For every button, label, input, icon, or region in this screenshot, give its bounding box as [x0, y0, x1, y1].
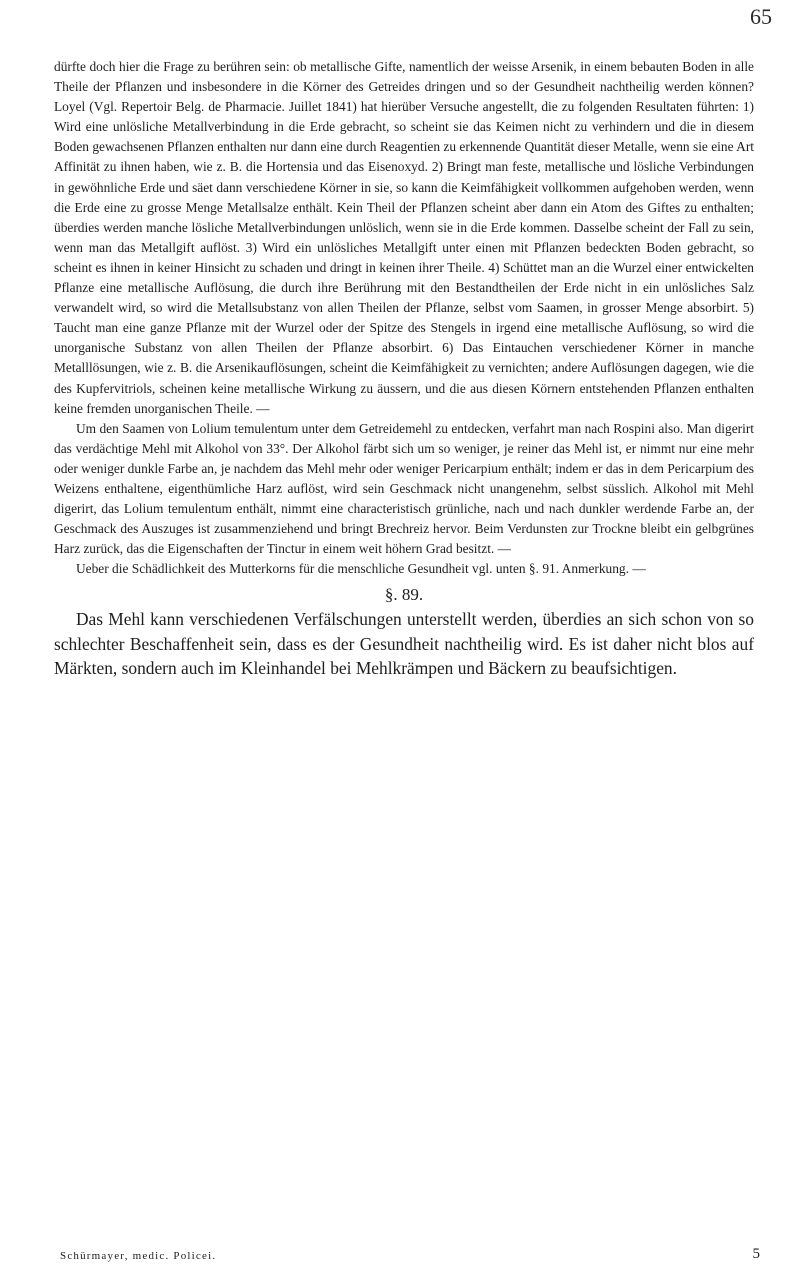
paragraph-flour-adulteration: Das Mehl kann verschiedenen Verfälschungen unterstellt werden, überdies an sich schon von so schlechter Beschaffenheit sein, dass es der Gesundheit nachtheilig wird. Es ist daher nicht blos auf Märkten, sondern auch im Kleinhandel bei Mehlkrämpen und Bäckern zu beaufsichtigen.: [54, 609, 754, 679]
small-text-block: [54, 57, 754, 579]
page-body: [54, 57, 754, 681]
paragraph-mutterkorn-reference: Ueber die Schädlichkeit des Mutterkorns für die menschliche Gesundheit vgl. unten §. 91. Anmerkung. —: [76, 561, 646, 577]
footer-signature-mark: 5: [752, 1246, 760, 1262]
paragraph-metallic-poisons: dürfte doch hier die Frage zu berühren sein: ob metallische Gifte, namentlich der weisse Arsenik, in einem bebauten Boden in alle Theile der Pflanzen und insbesondere in die Körner des Getreides dringen und so der Gesundheit nachtheilig werden können? Loyel (Vgl. Repertoir Belg. de Pharmacie. Juillet 1841) hat hierüber Versuche angestellt, die zu folgenden Resultaten führten: 1) Wird eine unlösliche Metallverbindung in die Erde gebracht, so scheint sie das Keimen nicht zu verhindern und die in diesem Boden gewachsenen Pflanzen enthalten nur dann eine durch Reagentien zu erkennende Quantität dieser Metalle, wenn sie eine Art Affinität zu ihnen haben, wie z. B. die Hortensia und das Eisenoxyd. 2) Bringt man feste, metallische und lösliche Verbindungen in gewöhnliche Erde und säet dann verschiedene Körner in sie, so kann die Keimfähigkeit vollkommen aufgehoben werden, wenn die Erde eine zu grosse Menge Metallsalze enthält. Kein Theil der Pflanzen scheint aber dann ein Atom des Giftes zu enthalten; überdies werden manche lösliche Metallverbindungen unlöslich, wenn sie in die Erde kommen. Dasselbe scheint der Fall zu sein, wenn man das Metallgift auflöst. 3) Wird ein unlösliches Metallgift unter einen mit Pflanzen bedeckten Boden gebracht, so scheint es ihnen in keiner Hinsicht zu schaden und dringt in keinen ihrer Theile. 4) Schüttet man an die Wurzel einer entwickelten Pflanze eine metallische Auflösung, die durch ihre Berührung mit den Bestandtheilen der Erde nicht in ein unlösliches Salz verwandelt wird, so wird die Metallsubstanz von allen Theilen der Pflanze, selbst vom Saamen, in grosser Menge absorbirt. 5) Taucht man eine ganze Pflanze mit der Wurzel oder der Spitze des Stengels in irgend eine metallische Auflösung, so wird die unorganische Substanz von allen Theilen der Pflanze absorbirt. 6) Das Eintauchen verschiedener Körner in manche Metalllösungen, wie z. B. die Arsenikauflösungen, scheint die Keimfähigkeit zu vernichten; andere Auflösungen dagegen, wie die des Kupfervitriols, scheinen keine metallische Wirkung zu äussern, und die aus diesen Körnern entstehenden Pflanzen enthalten keine fremden unorganischen Theile. —: [54, 59, 754, 416]
section-heading: §. 89.: [384, 585, 424, 605]
paragraph-lolium-detection: Um den Saamen von Lolium temulentum unter dem Getreidemehl zu entdecken, verfahrt man nach Rospini also. Man digerirt das verdächtige Mehl mit Alkohol von 33°. Der Alkohol färbt sich um so weniger, je reiner das Mehl ist, er nimmt nur eine mehr oder weniger dunkle Farbe an, je nachdem das Mehl mehr oder weniger Pericarpium enthält; indem er das in dem Pericarpium des Weizens enthaltene, eigenthümliche Harz auflöst, wird sein Geschmack nicht unangenehm, selbst süsslich. Alkohol mit Mehl digerirt, das Lolium temulentum enthält, nimmt eine characteristisch grünliche, nach und nach dunkler werdende Farbe an, der Geschmack des Auszuges ist zusammenziehend und bringt Brechreiz hervor. Beim Verdunsten zur Trockne bleibt ein gelbgrünes Harz zurück, das die Eigenschaften der Tinctur in einem weit höhern Grad besitzt. —: [54, 420, 754, 557]
large-text-block: [54, 607, 754, 681]
page-number: 65: [750, 4, 772, 29]
footer-author-title: Schürmayer, medic. Policei.: [60, 1250, 217, 1262]
page-footer: [60, 1246, 760, 1262]
